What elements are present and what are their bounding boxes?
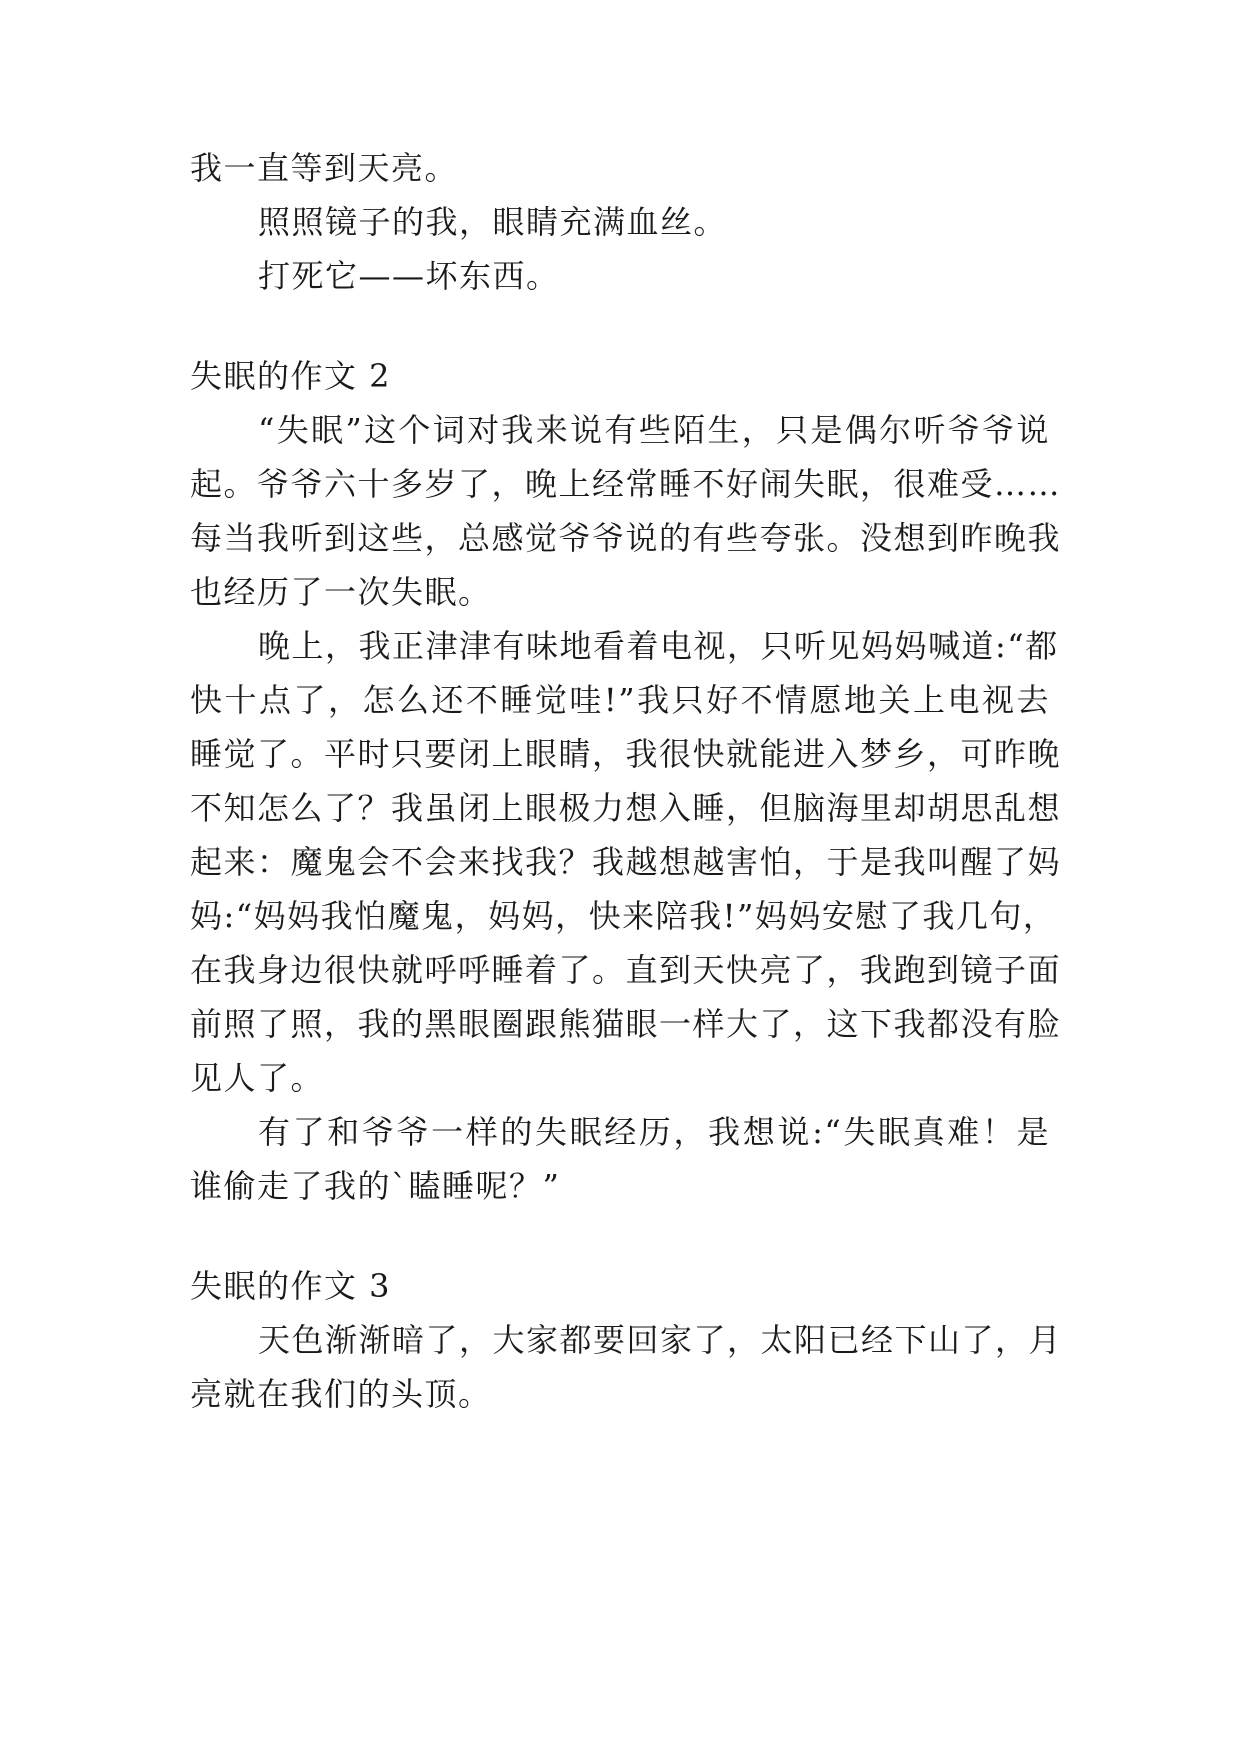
paragraph-line: 在我身边很快就呼呼睡着了。直到天快亮了，我跑到镜子面 <box>190 951 1062 989</box>
paragraph-line: 谁偷走了我的`瞌睡呢？” <box>190 1167 561 1205</box>
paragraph-line: 起来：魔鬼会不会来找我？我越想越害怕，于是我叫醒了妈 <box>190 843 1062 881</box>
paragraph-line: 每当我听到这些，总感觉爷爷说的有些夸张。没想到昨晚我 <box>190 519 1062 557</box>
paragraph-line: 起。爷爷六十多岁了，晚上经常睡不好闹失眠，很难受…… <box>190 465 1062 503</box>
paragraph-line: 快十点了，怎么还不睡觉哇!”我只好不情愿地关上电视去 <box>190 681 1050 719</box>
paragraph-line: 有了和爷爷一样的失眠经历，我想说:“失眠真难！是 <box>258 1113 1050 1151</box>
section-heading: 失眠的作文 3 <box>190 1267 392 1305</box>
paragraph-line: 妈:“妈妈我怕魔鬼，妈妈，快来陪我!”妈妈安慰了我几句， <box>190 897 1057 935</box>
paragraph-line: 不知怎么了？我虽闭上眼极力想入睡，但脑海里却胡思乱想 <box>190 789 1062 827</box>
text-line: 打死它——坏东西。 <box>258 257 560 295</box>
paragraph-line: 睡觉了。平时只要闭上眼睛，我很快就能进入梦乡，可昨晚 <box>190 735 1062 773</box>
paragraph-line: 天色渐渐暗了，大家都要回家了，太阳已经下山了，月 <box>258 1321 1063 1359</box>
paragraph-line: “失眠”这个词对我来说有些陌生，只是偶尔听爷爷说 <box>258 411 1050 449</box>
paragraph-line: 前照了照，我的黑眼圈跟熊猫眼一样大了，这下我都没有脸 <box>190 1005 1062 1043</box>
text-line: 照照镜子的我，眼睛充满血丝。 <box>258 203 728 241</box>
section-heading: 失眠的作文 2 <box>190 357 392 395</box>
paragraph-line: 见人了。 <box>190 1059 325 1097</box>
text-line: 我一直等到天亮。 <box>190 149 459 187</box>
paragraph-line: 也经历了一次失眠。 <box>190 573 492 611</box>
paragraph-line: 晚上，我正津津有味地看着电视，只听见妈妈喊道:“都 <box>258 627 1059 665</box>
paragraph-line: 亮就在我们的头顶。 <box>190 1375 492 1413</box>
